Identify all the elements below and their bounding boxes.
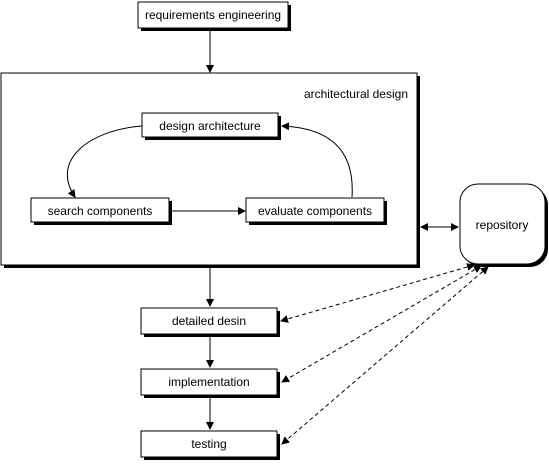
node-evaluate-components[interactable]	[246, 198, 387, 225]
node-repository-label: repository	[475, 218, 529, 232]
node-testing[interactable]	[141, 431, 280, 460]
node-architectural-design[interactable]	[1, 73, 420, 268]
node-architectural-design-label: architectural design	[303, 87, 408, 101]
node-implementation[interactable]	[141, 369, 280, 398]
node-implementation-label: implementation	[168, 375, 250, 389]
node-design-architecture[interactable]	[142, 113, 281, 140]
node-requirements-label: requirements engineering	[144, 8, 282, 22]
edge-repository-implementation	[282, 266, 481, 382]
node-search-components-label: search components	[47, 204, 153, 218]
node-detailed-design-label: detailed desin	[171, 314, 247, 328]
node-repository[interactable]	[460, 184, 548, 267]
edge-repository-detailed	[281, 265, 474, 321]
node-requirements-engineering[interactable]	[138, 2, 291, 31]
edge-repository-testing	[282, 267, 488, 444]
node-design-architecture-label: design architecture	[159, 119, 261, 133]
node-detailed-design[interactable]	[141, 308, 280, 337]
node-search-components[interactable]	[31, 198, 172, 225]
node-testing-label: testing	[191, 437, 227, 451]
node-evaluate-components-label: evaluate components	[257, 204, 373, 218]
